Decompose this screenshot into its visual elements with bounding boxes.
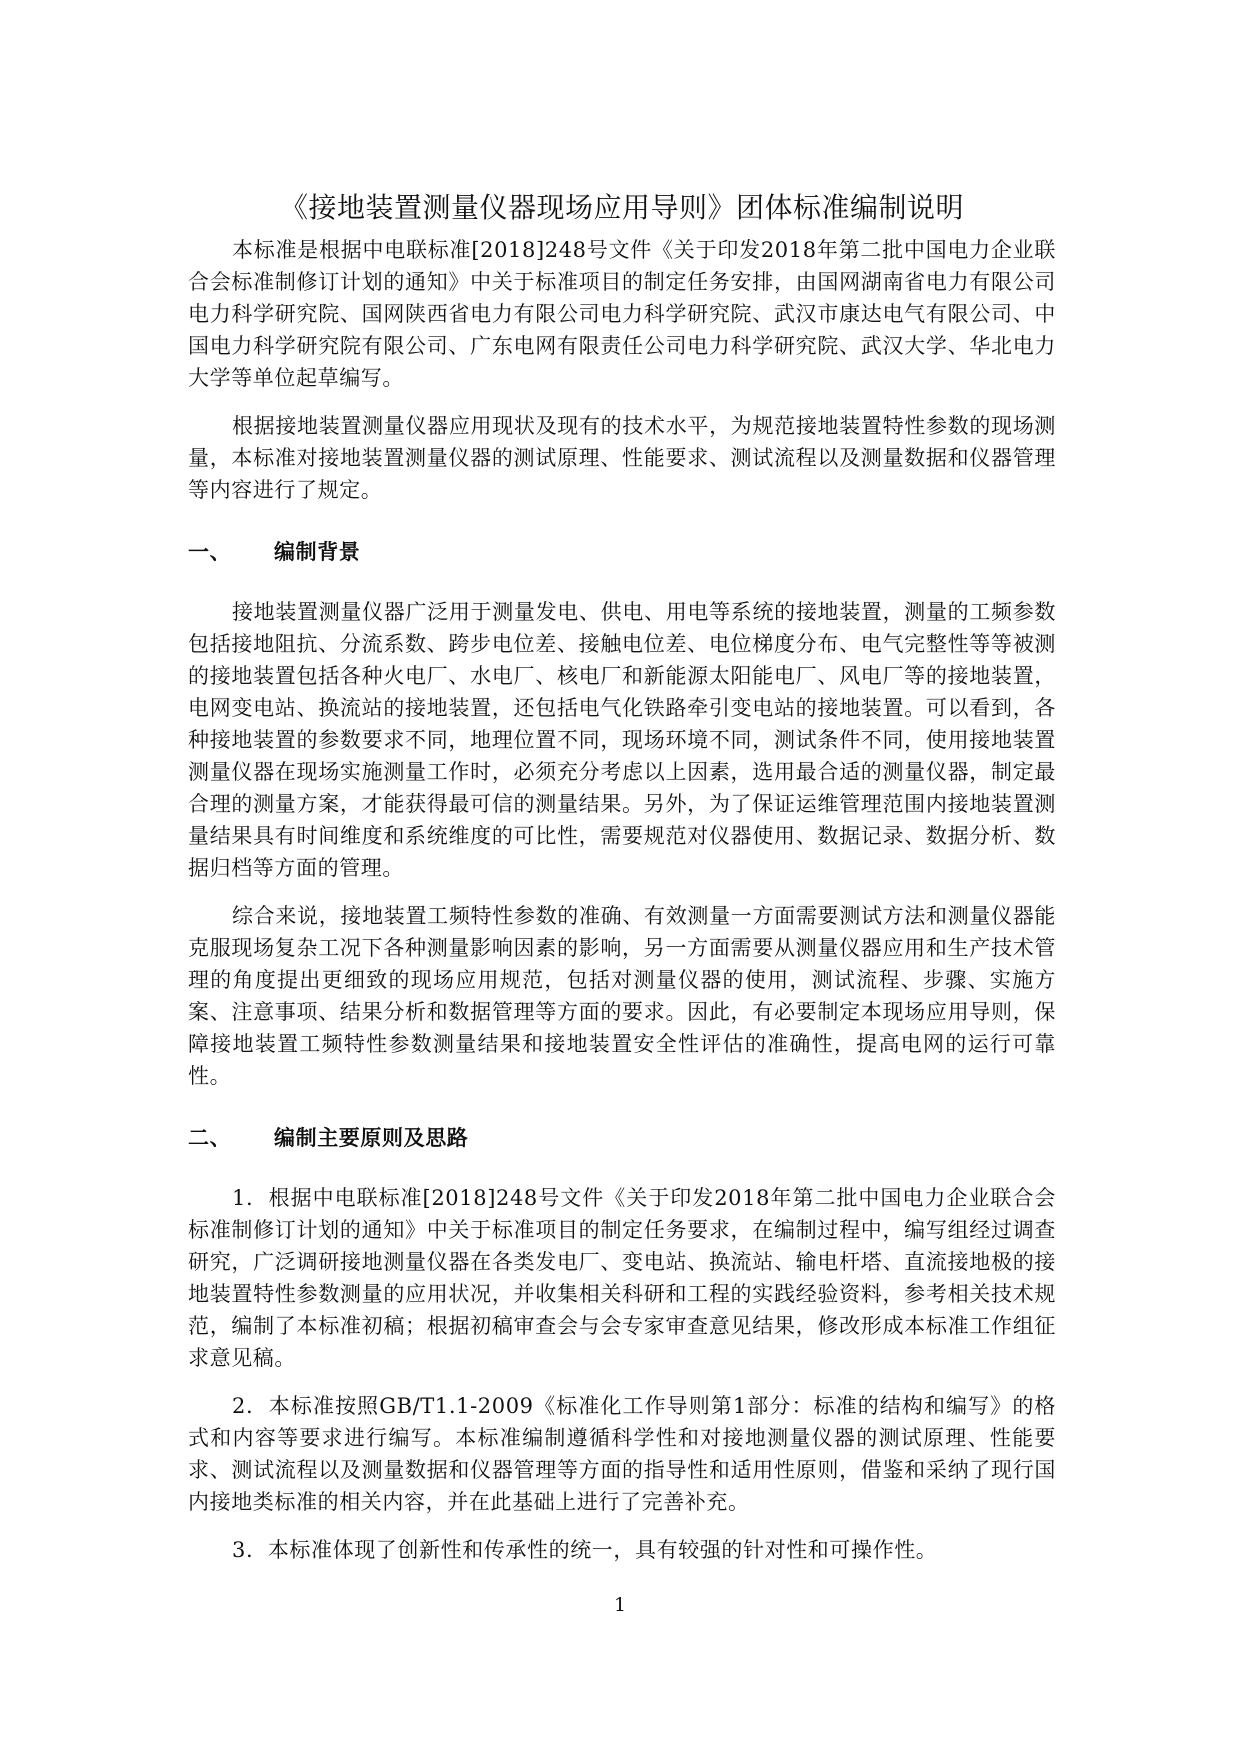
section-2-item-2 bbox=[188, 1390, 1056, 1518]
section-1-number: 一、 bbox=[188, 540, 232, 564]
item-text: 根据中电联标准[2018]248号文件《关于印发2018年第二批中国电力企业联合会标准制修订计划的通知》中关于标准项目的制定任务要求，在编制过程中，编写组经过调查研究，广泛调研接地测量仪器在各类发电厂、变电站、换流站、输电杆塔、直流接地极的接地装置特性参数测量的应用状况，并收集相关科研和工程的实践经验资料，参考相关技术规范，编制了本标准初稿；根据初稿审查会与会专家审查意见结果，修改形成本标准工作组征求意见稿。 bbox=[188, 1186, 1056, 1370]
section-2-number: 二、 bbox=[188, 1126, 232, 1150]
section-2-heading bbox=[188, 1122, 1056, 1154]
section-1-heading bbox=[188, 536, 1056, 568]
section-1-title: 编制背景 bbox=[274, 540, 361, 564]
section-2-title: 编制主要原则及思路 bbox=[274, 1126, 469, 1150]
page-content bbox=[188, 186, 1056, 1566]
item-text: 本标准按照GB/T1.1-2009《标准化工作导则第1部分：标准的结构和编写》的格式和内容等要求进行编写。本标准编制遵循科学性和对接地测量仪器的测试原理、性能要求、测试流程以及测量数据和仪器管理等方面的指导性和适用性原则，借鉴和采纳了现行国内接地类标准的相关内容，并在此基础上进行了完善补充。 bbox=[188, 1394, 1056, 1514]
intro-paragraph-2: 根据接地装置测量仪器应用现状及现有的技术水平，为规范接地装置特性参数的现场测量，本标准对接地装置测量仪器的测试原理、性能要求、测试流程以及测量数据和仪器管理等内容进行了规定。 bbox=[188, 414, 1056, 502]
section-2-item-1 bbox=[188, 1182, 1056, 1374]
intro-paragraph-1: 本标准是根据中电联标准[2018]248号文件《关于印发2018年第二批中国电力企业联合会标准制修订计划的通知》中关于标准项目的制定任务安排，由国网湖南省电力有限公司电力科学研究院、国网陕西省电力有限公司电力科学研究院、武汉市康达电气有限公司、中国电力科学研究院有限公司、广东电网有限责任公司电力科学研究院、武汉大学、华北电力大学等单位起草编写。 bbox=[188, 238, 1056, 390]
item-number: 3. bbox=[232, 1538, 254, 1562]
section-1-paragraph-1: 接地装置测量仪器广泛用于测量发电、供电、用电等系统的接地装置，测量的工频参数包括接地阻抗、分流系数、跨步电位差、接触电位差、电位梯度分布、电气完整性等等被测的接地装置包括各种火电厂、水电厂、核电厂和新能源太阳能电厂、风电厂等的接地装置，电网变电站、换流站的接地装置，还包括电气化铁路牵引变电站的接地装置。可以看到，各种接地装置的参数要求不同，地理位置不同，现场环境不同，测试条件不同，使用接地装置测量仪器在现场实施测量工作时，必须充分考虑以上因素，选用最合适的测量仪器，制定最合理的测量方案，才能获得最可信的测量结果。另外，为了保证运维管理范围内接地装置测量结果具有时间维度和系统维度的可比性，需要规范对仪器使用、数据记录、数据分析、数据归档等方面的管理。 bbox=[188, 600, 1056, 880]
item-number: 1. bbox=[232, 1186, 254, 1210]
section-1-paragraph-2: 综合来说，接地装置工频特性参数的准确、有效测量一方面需要测试方法和测量仪器能克服现场复杂工况下各种测量影响因素的影响，另一方面需要从测量仪器应用和生产技术管理的角度提出更细致的现场应用规范，包括对测量仪器的使用，测试流程、步骤、实施方案、注意事项、结果分析和数据管理等方面的要求。因此，有必要制定本现场应用导则，保障接地装置工频特性参数测量结果和接地装置安全性评估的准确性，提高电网的运行可靠性。 bbox=[188, 904, 1056, 1088]
item-text: 本标准体现了创新性和传承性的统一，具有较强的针对性和可操作性。 bbox=[267, 1538, 938, 1562]
section-2-item-3 bbox=[188, 1534, 1056, 1566]
page-number: 1 bbox=[613, 1594, 627, 1616]
item-number: 2. bbox=[232, 1394, 254, 1418]
document-title: 《接地装置测量仪器现场应用导则》团体标准编制说明 bbox=[279, 191, 964, 224]
